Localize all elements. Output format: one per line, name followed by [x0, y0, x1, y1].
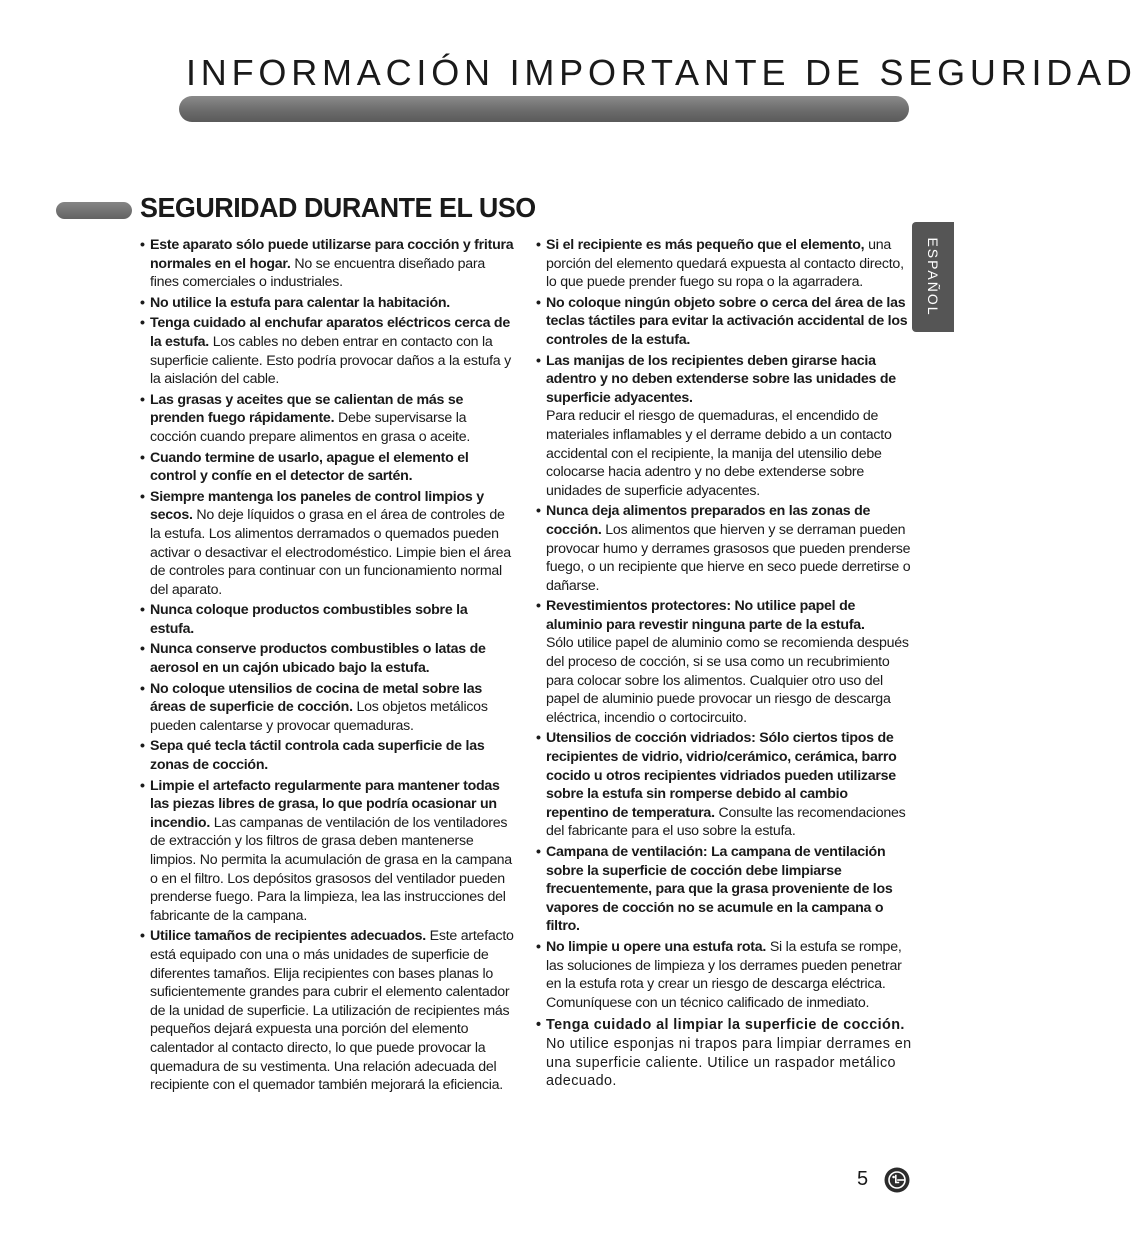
list-item-text: Los alimentos que hierven y se derraman pueden provocar humo y derrames grasosos que pueden prenderse fuego, o un recipiente que hierve en seco puede derretirse o dañarse.: [546, 521, 911, 594]
list-item-heading: No utilice la estufa para calentar la habitación.: [150, 294, 450, 311]
list-item-heading: Utilice tamaños de recipientes adecuados.: [150, 928, 426, 945]
list-item-text: No se encuentra diseñado para fines comerciales o industriales.: [150, 255, 486, 291]
list-item-heading: Utensilios de cocción vidriados: Sólo ciertos tipos de recipientes de vidrio, vidrio/cerámico, cerámica, barro cocido u otros recipientes vidriados pueden utilizarse sobre la estufa sin romperse debido al cambio repentino de temperatura.: [546, 730, 897, 821]
left-bullet-list: [140, 236, 514, 1095]
list-item: [536, 729, 912, 841]
list-item: [140, 640, 514, 677]
list-item-text: Consulte las recomendaciones del fabricante para el uso sobre la estufa.: [546, 804, 906, 840]
list-item: [140, 294, 514, 313]
list-item: [140, 391, 514, 447]
list-item: [140, 236, 514, 292]
list-item-heading: Limpie el artefacto regularmente para mantener todas las piezas libres de grasa, lo que podría ocasionar un incendio.: [150, 777, 500, 831]
list-item: [536, 294, 912, 350]
list-item: [536, 938, 912, 1012]
list-item: [536, 236, 912, 292]
language-tab: [912, 222, 954, 332]
list-item-heading: Nunca conserve productos combustibles o latas de aerosol en un cajón ubicado bajo la estufa.: [150, 641, 486, 677]
list-item-paragraph: Para reducir el riesgo de quemaduras, el encendido de materiales inflamables y el derrame debido a un contacto accidental con el recipiente, la manija del utensilio debe colocarse hacia adentro y no debe extenderse sobre unidades de superficie adyacentes.: [546, 408, 892, 499]
list-item-text: Este artefacto está equipado con una o más unidades de superficie de diferentes tamaños. Elija recipientes con bases planas lo suficientemente grandes para cubrir el elemento calentador de la unidad de superficie. La utilización de recipientes más pequeños dejará expuesta una porción del elemento calentador al contacto directo, lo que puede provocar la quemadura de su vestimenta. Una relación adecuada del recipiente con el quemador también mejorará la eficiencia.: [150, 928, 514, 1094]
list-item-heading: Las manijas de los recipientes deben girarse hacia adentro y no deben extenderse sobre las unidades de superficie adyacentes.: [546, 352, 896, 406]
header-bar: [179, 96, 909, 122]
list-item-heading: Tenga cuidado al limpiar la superficie de cocción.: [546, 1017, 905, 1034]
list-item: [536, 352, 912, 501]
list-item-text: Debe supervisarse la cocción cuando prepare alimentos en grasa o aceite.: [150, 410, 471, 445]
page-number: 5: [857, 1168, 869, 1190]
list-item-heading: Sepa qué tecla táctil controla cada superficie de las zonas de cocción.: [150, 738, 485, 774]
list-item-heading: Siempre mantenga los paneles de control limpios y secos.: [150, 488, 484, 524]
list-item: [140, 680, 514, 736]
lg-logo-icon: [884, 1167, 910, 1193]
section-title: SEGURIDAD DURANTE EL USO: [140, 192, 536, 223]
list-item: [536, 1016, 912, 1090]
list-item-text: Los objetos metálicos pueden calentarse y provocar quemaduras.: [150, 699, 488, 734]
list-item-text: No deje líquidos o grasa en el área de controles de la estufa. Los alimentos derramados o quemados pueden activar o desactivar el electrodoméstico. Limpie bien el área de controles para continuar con un funcionamiento normal del aparato.: [150, 507, 511, 598]
list-item-heading: Nunca coloque productos combustibles sobre la estufa.: [150, 602, 468, 637]
section-pill: [56, 202, 132, 219]
left-column: [140, 236, 514, 1097]
list-item-text: Los cables no deben entrar en contacto con la superficie caliente. Esto podría provocar daños a la estufa y la aislación del cable.: [150, 333, 511, 388]
list-item: [536, 843, 912, 936]
list-item-heading: No coloque ningún objeto sobre o cerca del área de las teclas táctiles para evitar la activación accidental de los controles de la estufa.: [546, 294, 908, 348]
list-item-text: Las campanas de ventilación de los ventiladores de extracción y los filtros de grasa deben mantenerse limpios. No permita la acumulación de grasa en la campana o en el filtro. Los depósitos grasosos del ventilador pueden prenderse fuego. Para la limpieza, lea las instrucciones del fabricante de la campana.: [150, 814, 512, 924]
list-item-heading: Cuando termine de usarlo, apague el elemento el control y confíe en el detector de sartén.: [150, 449, 469, 485]
list-item: [140, 927, 514, 1094]
list-item-heading: Revestimientos protectores: No utilice papel de aluminio para revestir ninguna parte de la estufa.: [546, 598, 865, 633]
list-item-heading: No coloque utensilios de cocina de metal sobre las áreas de superficie de cocción.: [150, 680, 483, 716]
list-item: [140, 777, 514, 926]
list-item-text: una porción del elemento quedará expuesta al contacto directo, lo que puede prender fuego su ropa o la agarradera.: [546, 237, 904, 291]
header-title: INFORMACIÓN IMPORTANTE DE SEGURIDAD: [186, 52, 1137, 93]
list-item-heading: No limpie u opere una estufa rota.: [546, 938, 767, 955]
right-column: [536, 236, 912, 1093]
list-item: [140, 449, 514, 486]
right-bullet-list: [536, 236, 912, 1091]
list-item: [140, 488, 514, 600]
list-item-heading: Nunca deja alimentos preparados en las zonas de cocción.: [546, 503, 871, 538]
list-item: [140, 314, 514, 388]
list-item-heading: Si el recipiente es más pequeño que el elemento,: [546, 237, 865, 253]
list-item: [536, 502, 912, 595]
list-item-paragraph: Sólo utilice papel de aluminio como se recomienda después del proceso de cocción, si se usa como un recubrimiento para colocar sobre los alimentos. Cualquier otro uso del papel de aluminio puede provocar un riesgo de descarga eléctrica, incendio o cortocircuito.: [546, 635, 909, 726]
list-item-text: No utilice esponjas ni trapos para limpiar derrames en una superficie caliente. Utilice un raspador metálico adecuado.: [546, 1035, 912, 1090]
language-tab-label: ESPAÑOL: [925, 237, 941, 317]
list-item: [140, 601, 514, 638]
list-item-heading: Las grasas y aceites que se calientan de más se prenden fuego rápidamente.: [150, 391, 464, 427]
list-item-heading: Campana de ventilación: La campana de ventilación sobre la superficie de cocción debe limpiarse frecuentemente, para que la grasa proveniente de los vapores de cocción no se acumule en la campana o filtro.: [546, 844, 893, 935]
list-item-text: Si la estufa se rompe, las soluciones de limpieza y los derrames pueden penetrar en la estufa rota y crear un riesgo de descarga eléctrica. Comuníquese con un técnico calificado de inmediato.: [546, 938, 902, 1011]
list-item: [140, 737, 514, 774]
list-item: [536, 597, 912, 727]
list-item-heading: Este aparato sólo puede utilizarse para cocción y fritura normales en el hogar.: [150, 237, 514, 272]
list-item-heading: Tenga cuidado al enchufar aparatos eléctricos cerca de la estufa.: [150, 315, 510, 350]
